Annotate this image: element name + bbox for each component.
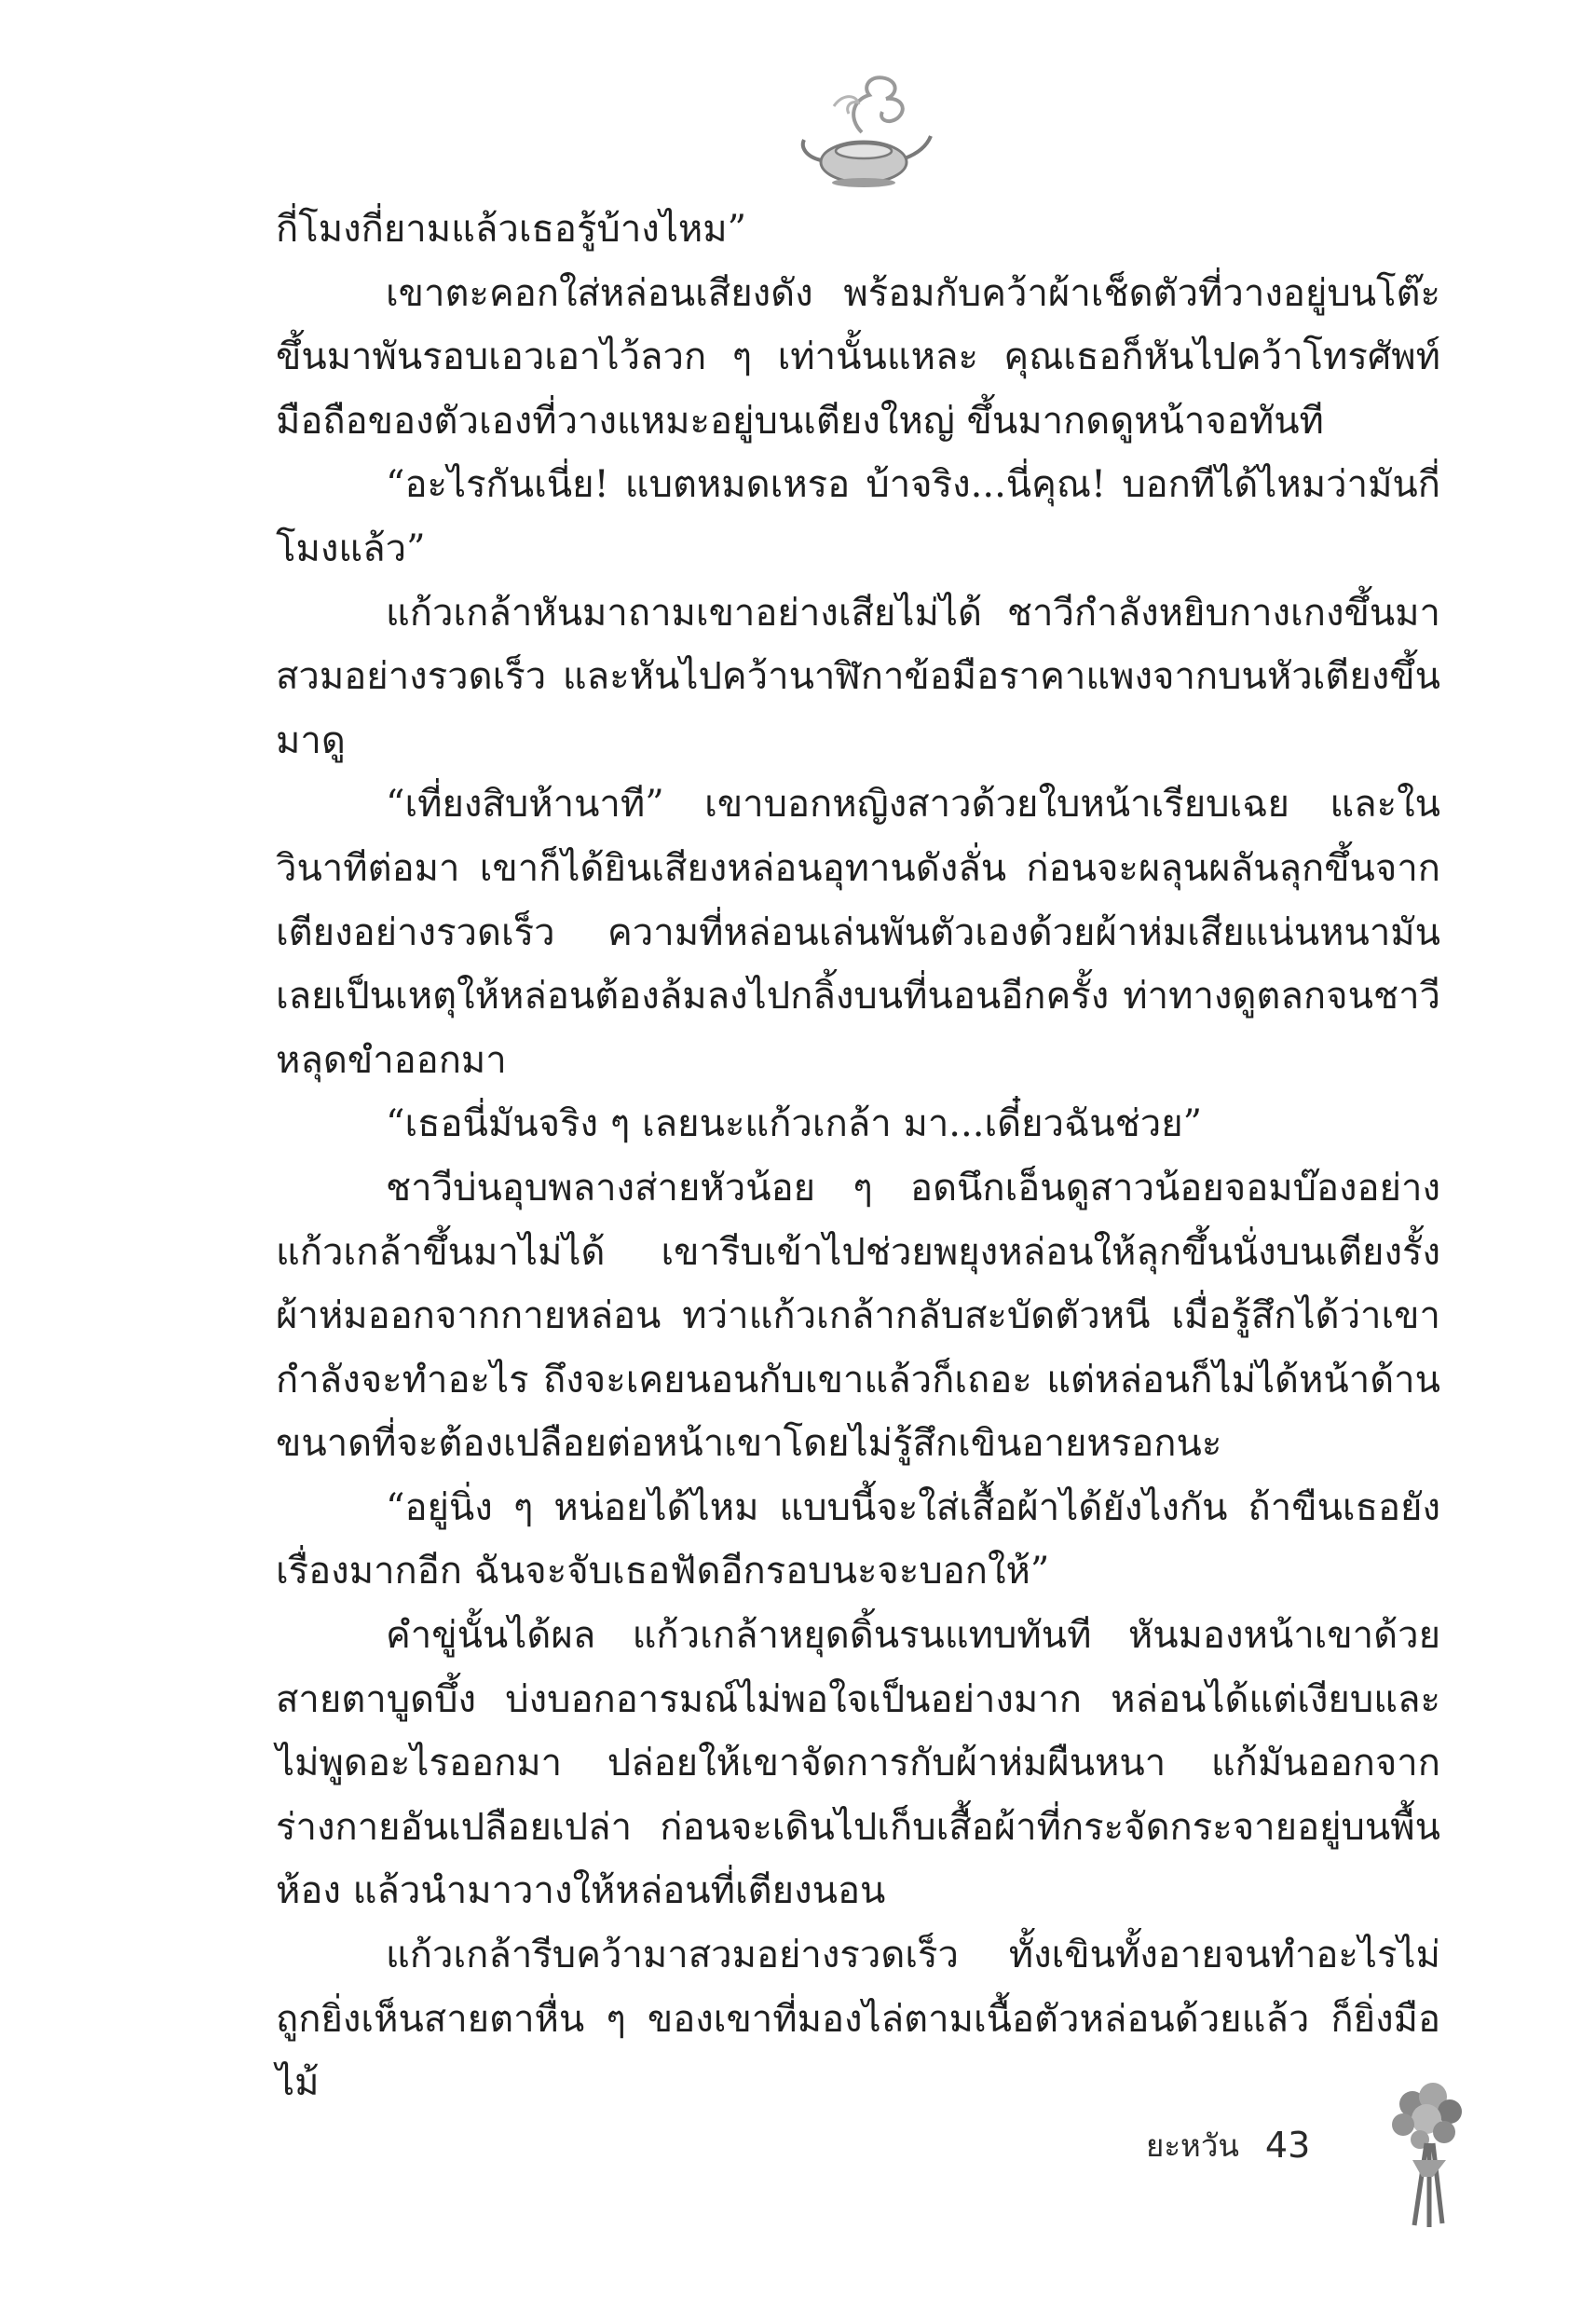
paragraph: แก้วเกล้ารีบคว้ามาสวมอย่างรวดเร็ว ทั้งเขินทั้งอายจนทำอะไรไม่ถูกยิ่งเห็นสายตาหื่น ๆ ของเขาที่มองไล่ตามเนื้อตัวหล่อนด้วยแล้ว ก็ยิ่งมือไม้	[276, 1934, 1440, 2105]
flower-bouquet-ornament-icon	[1375, 2076, 1478, 2235]
paragraph: เขาตะคอกใส่หล่อนเสียงดัง พร้อมกับคว้าผ้าเช็ดตัวที่วางอยู่บนโต๊ะขึ้นมาพันรอบเอวเอาไว้ลวก ๆ เท่านั้นแหละ คุณเธอก็หันไปคว้าโทรศัพท์มือถือของตัวเองที่วางแหมะอยู่บนเตียงใหญ่ ขึ้นมากดดูหน้าจอทันที	[276, 271, 1440, 443]
paragraph: คำขู่นั้นได้ผล แก้วเกล้าหยุดดิ้นรนแทบทันที หันมองหน้าเขาด้วยสายตาบูดบึ้ง บ่งบอกอารมณ์ไม่พอใจเป็นอย่างมาก หล่อนได้แต่เงียบและไม่พูดอะไรออกมา ปล่อยให้เขาจัดการกับผ้าห่มผืนหนา แก้มันออกจากร่างกายอันเปลือยเปล่า ก่อนจะเดินไปเก็บเสื้อผ้าที่กระจัดกระจายอยู่บนพื้นห้อง แล้วนำมาวางให้หล่อนที่เตียงนอน	[276, 1614, 1440, 1913]
paragraph: “อะไรกันเนี่ย! แบตหมดเหรอ บ้าจริง...นี่คุณ! บอกทีได้ไหมว่ามันกี่โมงแล้ว”	[276, 463, 1440, 570]
paragraph: “เที่ยงสิบห้านาที” เขาบอกหญิงสาวด้วยใบหน้าเรียบเฉย และในวินาทีต่อมา เขาก็ได้ยินเสียงหล่อนอุทานดังลั่น ก่อนจะผลุนผลันลุกขึ้นจากเตียงอย่างรวดเร็ว ความที่หล่อนเล่นพันตัวเองด้วยผ้าห่มเสียแน่นหนามันเลยเป็นเหตุให้หล่อนต้องล้มลงไปกลิ้งบนที่นอนอีกครั้ง ท่าทางดูตลกจนชาวีหลุดขำออกมา	[276, 783, 1440, 1082]
page-number: 43	[1264, 2125, 1311, 2166]
teapot-smoke-ornament-icon	[797, 67, 936, 198]
page-footer	[1146, 2108, 1310, 2182]
paragraph: “เธอนี่มันจริง ๆ เลยนะแก้วเกล้า มา...เดี๋ยวฉันช่วย”	[386, 1102, 1203, 1146]
running-title: ยะหวัน	[1146, 2126, 1239, 2164]
paragraph: กี่โมงกี่ยามแล้วเธอรู้บ้างไหม”	[276, 208, 747, 251]
paragraph: “อยู่นิ่ง ๆ หน่อยได้ไหม แบบนี้จะใส่เสื้อผ้าได้ยังไงกัน ถ้าขืนเธอยังเรื่องมากอีก ฉันจะจับเธอฟัดอีกรอบนะจะบอกให้”	[276, 1485, 1440, 1593]
story-text	[276, 198, 1440, 2115]
paragraph: แก้วเกล้าหันมาถามเขาอย่างเสียไม่ได้ ชาวีกำลังหยิบกางเกงขึ้นมาสวมอย่างรวดเร็ว และหันไปคว้านาฬิกาข้อมือราคาแพงจากบนหัวเตียงขึ้นมาดู	[276, 591, 1440, 762]
paragraph: ชาวีบ่นอุบพลางส่ายหัวน้อย ๆ อดนึกเอ็นดูสาวน้อยจอมบ๊องอย่างแก้วเกล้าขึ้นมาไม่ได้ เขารีบเข้าไปช่วยพยุงหล่อนให้ลุกขึ้นนั่งบนเตียงรั้งผ้าห่มออกจากกายหล่อน ทว่าแก้วเกล้ากลับสะบัดตัวหนี เมื่อรู้สึกได้ว่าเขากำลังจะทำอะไร ถึงจะเคยนอนกับเขาแล้วก็เถอะ แต่หล่อนก็ไม่ได้หน้าด้านขนาดที่จะต้องเปลือยต่อหน้าเขาโดยไม่รู้สึกเขินอายหรอกนะ	[276, 1166, 1440, 1466]
